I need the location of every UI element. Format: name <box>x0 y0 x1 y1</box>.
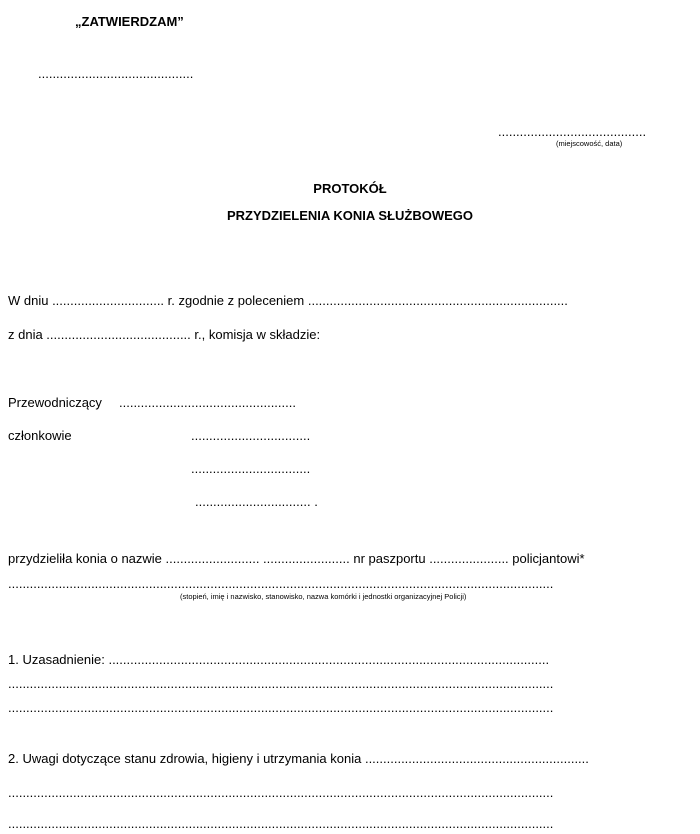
member-line-3: ................................ . <box>195 494 318 509</box>
assignment-line-2: ....................................................................................................................................................... <box>8 576 554 591</box>
place-date-line: ......................................... <box>498 124 647 139</box>
document-subtitle: PRZYDZIELENIA KONIA SŁUŻBOWEGO <box>226 208 474 223</box>
justification-line-1: 1. Uzasadnienie: .......................................................................................................................... <box>8 652 550 667</box>
chair-line: ................................................. <box>119 395 296 410</box>
justification-line-3: ....................................................................................................................................................... <box>8 700 554 715</box>
member-line-2: ................................. <box>191 461 311 476</box>
place-date-caption: (miejscowość, data) <box>556 139 623 148</box>
remarks-line-2: ....................................................................................................................................................... <box>8 785 554 800</box>
intro-line-2: z dnia ........................................ r., komisja w składzie: <box>8 327 321 342</box>
assignment-caption: (stopień, imię i nazwisko, stanowisko, nazwa komórki i jednostki organizacyjnej Policji) <box>180 592 467 601</box>
assignment-line-1: przydzieliła konia o nazwie .......................... ........................ nr paszportu ...................... policjantowi* <box>8 551 585 566</box>
approval-heading: „ZATWIERDZAM” <box>75 14 184 29</box>
justification-line-2: ....................................................................................................................................................... <box>8 676 554 691</box>
remarks-line-3: ....................................................................................................................................................... <box>8 816 554 831</box>
member-line-1: ................................. <box>191 428 311 443</box>
approval-signature-line: ........................................... <box>38 66 194 81</box>
document-title: PROTOKÓŁ <box>313 181 387 196</box>
chair-label: Przewodniczący <box>8 395 102 410</box>
members-label: członkowie <box>8 428 72 443</box>
intro-line-1: W dniu ............................... r. zgodnie z poleceniem ........................................................................ <box>8 293 568 308</box>
remarks-line-1: 2. Uwagi dotyczące stanu zdrowia, higieny i utrzymania konia .............................................................. <box>8 751 589 766</box>
